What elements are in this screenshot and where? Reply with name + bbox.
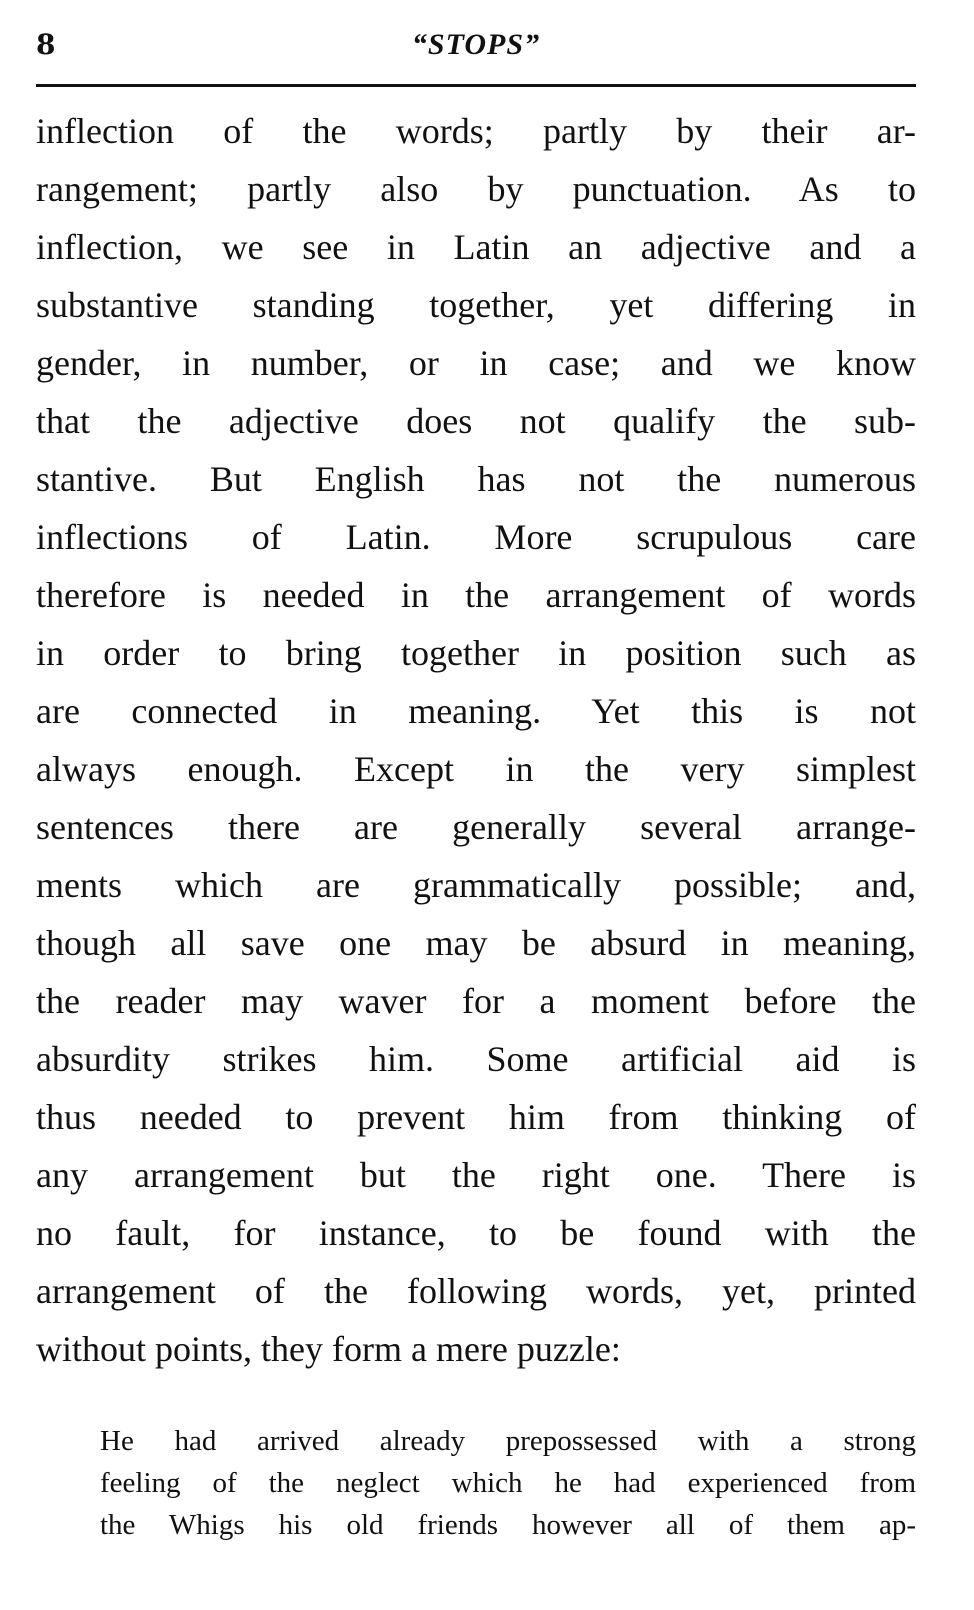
quotation-line: feeling of the neglect which he had experienced from [100, 1467, 916, 1499]
text-line: inflection, we see in Latin an adjective and a [36, 227, 916, 267]
body-paragraph [36, 102, 916, 1378]
text-line: gender, in number, or in case; and we know [36, 343, 916, 383]
text-line: no fault, for instance, to be found with the [36, 1213, 916, 1253]
quotation-line: the Whigs his old friends however all of them ap- [100, 1509, 916, 1541]
text-line: inflections of Latin. More scrupulous care [36, 517, 916, 557]
text-line: substantive standing together, yet differing in [36, 285, 916, 325]
text-line: are connected in meaning. Yet this is not [36, 691, 916, 731]
text-line: therefore is needed in the arrangement of words [36, 575, 916, 615]
text-line: thus needed to prevent him from thinking of [36, 1097, 916, 1137]
text-line: inflection of the words; partly by their ar- [36, 111, 916, 151]
text-line: though all save one may be absurd in meaning, [36, 923, 916, 963]
text-line: that the adjective does not qualify the sub- [36, 401, 916, 441]
text-line: always enough. Except in the very simplest [36, 749, 916, 789]
text-line: sentences there are generally several arrange- [36, 807, 916, 847]
running-title: “STOPS” [411, 28, 541, 61]
text-line: any arrangement but the right one. There is [36, 1155, 916, 1195]
text-line: without points, they form a mere puzzle: [36, 1329, 621, 1369]
text-line: rangement; partly also by punctuation. As to [36, 169, 916, 209]
text-line: arrangement of the following words, yet, printed [36, 1271, 916, 1311]
text-line: ments which are grammatically possible; and, [36, 865, 916, 905]
text-line: in order to bring together in position such as [36, 633, 916, 673]
page-number: 8 [36, 28, 56, 61]
page-header [36, 28, 916, 72]
text-line: absurdity strikes him. Some artificial aid is [36, 1039, 916, 1079]
header-rule [36, 84, 916, 87]
block-quotation [100, 1420, 916, 1546]
quotation-line: He had arrived already prepossessed with a strong [100, 1425, 916, 1457]
text-line: the reader may waver for a moment before the [36, 981, 916, 1021]
text-line: stantive. But English has not the numerous [36, 459, 916, 499]
